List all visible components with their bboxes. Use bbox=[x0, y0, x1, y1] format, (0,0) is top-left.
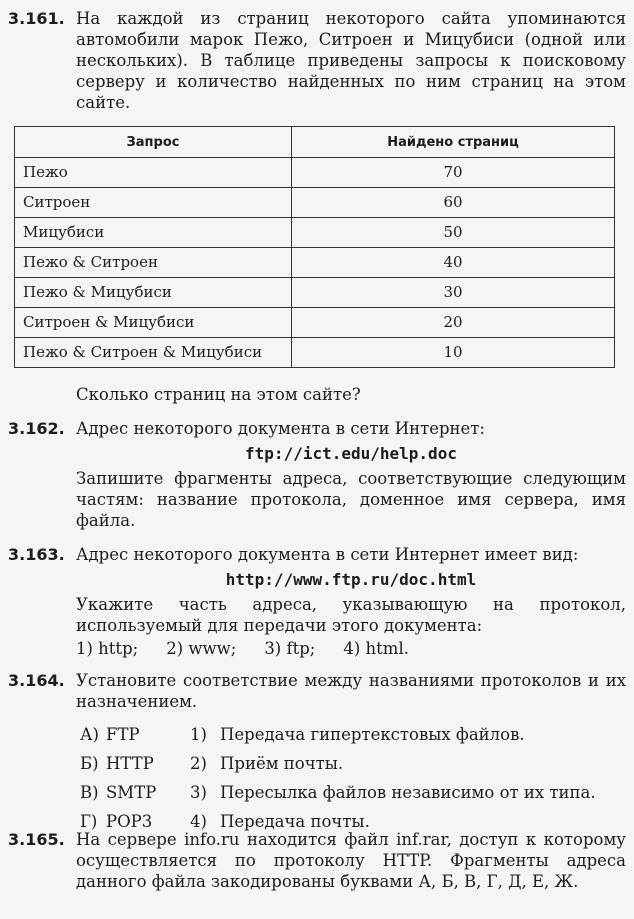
document-address: http://www.ftp.ru/doc.html bbox=[225, 570, 477, 589]
table-header-row bbox=[15, 127, 615, 158]
count-cell: 30 bbox=[292, 278, 615, 308]
query-cell: Ситроен & Мицубиси bbox=[15, 308, 292, 338]
query-cell: Мицубиси bbox=[15, 218, 292, 248]
protocol: SMTP bbox=[106, 783, 157, 802]
letter: А) bbox=[80, 725, 99, 744]
letter: Г) bbox=[80, 812, 98, 831]
query-cell: Ситроен bbox=[15, 188, 292, 218]
purpose: Передача почты. bbox=[220, 812, 370, 831]
query-cell: Пежо & Ситроен & Мицубиси bbox=[15, 338, 292, 368]
header-query: Запрос bbox=[15, 127, 292, 158]
count-cell: 60 bbox=[292, 188, 615, 218]
problem-number: 3.165. bbox=[8, 830, 65, 849]
count-cell: 10 bbox=[292, 338, 615, 368]
letter: В) bbox=[80, 783, 99, 802]
list-item bbox=[80, 749, 626, 778]
count-cell: 40 bbox=[292, 248, 615, 278]
problem-text: На сервере info.ru находится файл inf.rar, доступ к которому осуществляется по протоколу HTTP. Фрагменты адреса данного файла закодированы буквами А, Б, В, Г, Д, Е, Ж. bbox=[76, 830, 626, 891]
option-2: 2) www; bbox=[166, 639, 237, 658]
count-cell: 70 bbox=[292, 158, 615, 188]
problem-text: Адрес некоторого документа в сети Интернет: bbox=[76, 419, 485, 438]
purpose-number: 4) bbox=[190, 812, 207, 831]
table-row bbox=[15, 188, 615, 218]
list-item bbox=[80, 720, 626, 749]
problem-3-161-question bbox=[8, 384, 626, 405]
problem-number: 3.164. bbox=[8, 671, 65, 690]
query-cell: Пежо bbox=[15, 158, 292, 188]
document-address: ftp://ict.edu/help.doc bbox=[245, 444, 457, 463]
problem-text: Установите соответствие между названиями протоколов и их назначением. bbox=[76, 671, 626, 711]
table-row bbox=[15, 218, 615, 248]
table-row bbox=[15, 278, 615, 308]
header-count: Найдено страниц bbox=[292, 127, 615, 158]
table-row bbox=[15, 308, 615, 338]
query-table bbox=[14, 126, 615, 368]
option-4: 4) html. bbox=[343, 639, 409, 658]
problem-number: 3.163. bbox=[8, 545, 65, 564]
purpose-number: 2) bbox=[190, 754, 207, 773]
matching-list bbox=[80, 720, 626, 836]
problem-number: 3.162. bbox=[8, 419, 65, 438]
protocol: FTP bbox=[106, 725, 140, 744]
purpose-number: 1) bbox=[190, 725, 207, 744]
problem-3-162 bbox=[8, 418, 626, 531]
problem-3-164 bbox=[8, 670, 626, 836]
problem-3-165 bbox=[8, 829, 626, 892]
option-1: 1) http; bbox=[76, 639, 139, 658]
answer-options bbox=[76, 638, 626, 659]
count-cell: 50 bbox=[292, 218, 615, 248]
purpose-number: 3) bbox=[190, 783, 207, 802]
problem-number: 3.161. bbox=[8, 9, 65, 28]
purpose: Пересылка файлов независимо от их типа. bbox=[220, 783, 596, 802]
table-row bbox=[15, 248, 615, 278]
protocol: POP3 bbox=[106, 812, 153, 831]
count-cell: 20 bbox=[292, 308, 615, 338]
problem-3-161 bbox=[8, 8, 626, 113]
task-text: Запишите фрагменты адреса, соответствующие следующим частям: название протокола, доменное имя сервера, имя файла. bbox=[76, 469, 626, 530]
purpose: Приём почты. bbox=[220, 754, 344, 773]
option-3: 3) ftp; bbox=[264, 639, 316, 658]
problem-text: Адрес некоторого документа в сети Интернет имеет вид: bbox=[76, 545, 579, 564]
table-row bbox=[15, 158, 615, 188]
query-cell: Пежо & Мицубиси bbox=[15, 278, 292, 308]
task-text: Укажите часть адреса, указывающую на протокол, используемый для передачи этого документа: bbox=[76, 595, 626, 635]
protocol: HTTP bbox=[106, 754, 154, 773]
letter: Б) bbox=[80, 754, 99, 773]
question-text: Сколько страниц на этом сайте? bbox=[76, 385, 361, 404]
query-cell: Пежо & Ситроен bbox=[15, 248, 292, 278]
table-row bbox=[15, 338, 615, 368]
list-item bbox=[80, 778, 626, 807]
problem-text: На каждой из страниц некоторого сайта упоминаются автомобили марок Пежо, Ситроен и Мицубиси (одной или нескольких). В таблице приведены запросы к поисковому серверу и количество найденных по ним страниц на этом сайте. bbox=[76, 9, 626, 112]
problem-3-163 bbox=[8, 544, 626, 659]
purpose: Передача гипертекстовых файлов. bbox=[220, 725, 525, 744]
